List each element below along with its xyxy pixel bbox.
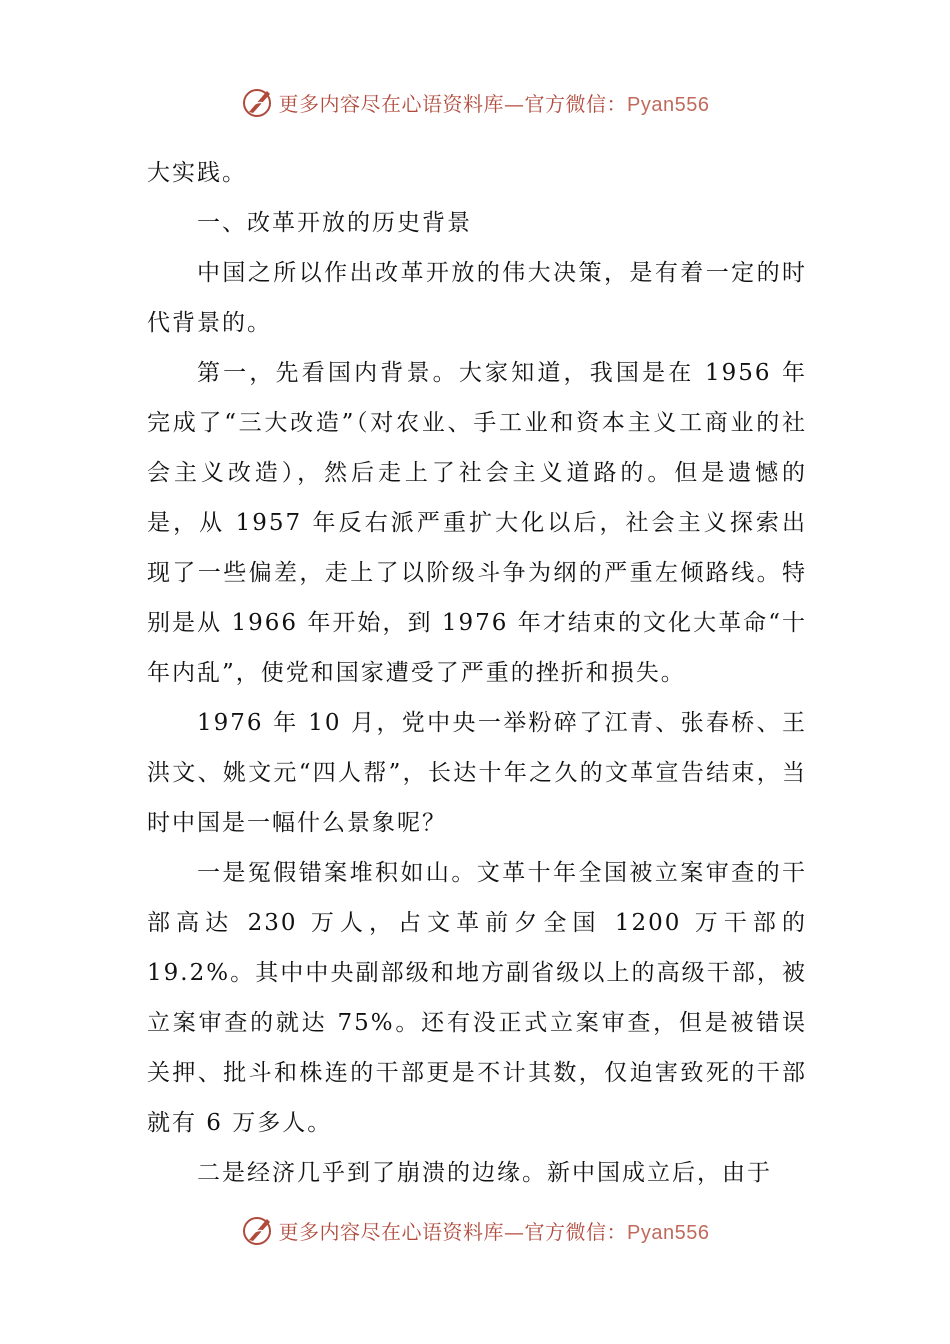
- document-body: [147, 148, 807, 1198]
- paragraph: 中国之所以作出改革开放的伟大决策，是有着一定的时代背景的。: [147, 260, 807, 336]
- paragraph: 二是经济几乎到了崩溃的边缘。新中国成立后，由于: [197, 1160, 772, 1186]
- quill-logo-icon: [241, 85, 275, 119]
- header-watermark: [0, 82, 950, 122]
- quill-logo-icon: [241, 1213, 275, 1247]
- watermark-text: 更多内容尽在心语资料库—官方微信：Pyan556: [278, 91, 710, 116]
- paragraph: 第一，先看国内背景。大家知道，我国是在 1956 年完成了“三大改造”（对农业、手工业和资本主义工商业的社会主义改造），然后走上了社会主义道路的。但是遗憾的是，从 1957 年反右派严重扩大化以后，社会主义探索出现了一些偏差，走上了以阶级斗争为纲的严重左倾路线。特别是从 1966 年开始，到 1976 年才结束的文化大革命“十年内乱”，使党和国家遭受了严重的挫折和损失。: [147, 360, 807, 686]
- watermark-text: 更多内容尽在心语资料库—官方微信：Pyan556: [278, 1219, 710, 1244]
- paragraph: 1976 年 10 月，党中央一举粉碎了江青、张春桥、王洪文、姚文元“四人帮”，长达十年之久的文革宣告结束，当时中国是一幅什么景象呢？: [147, 710, 807, 836]
- footer-watermark: [0, 1210, 950, 1250]
- section-heading: 一、改革开放的历史背景: [197, 210, 472, 236]
- paragraph: 一是冤假错案堆积如山。文革十年全国被立案审查的干部高达 230 万人，占文革前夕全国 1200 万干部的 19.2%。其中中央副部级和地方副省级以上的高级干部，被立案审查的就达 75%。还有没正式立案审查，但是被错误关押、批斗和株连的干部更是不计其数，仅迫害致死的干部就有 6 万多人。: [147, 860, 807, 1136]
- paragraph: 大实践。: [147, 160, 247, 186]
